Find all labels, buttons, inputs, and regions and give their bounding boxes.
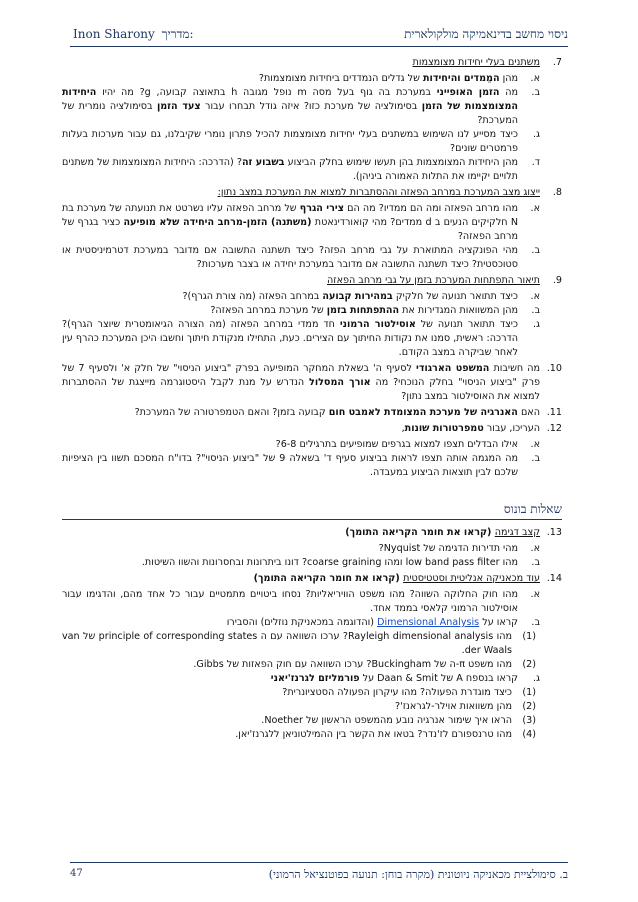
text: מהי הפונקציה המתוארת על גבי מרחב הפזה? כיצד תשתנה התשובה אם מדובר במערכת דטרמיניסטית או סטוכסטית? כיצד תשתנה התשובה אם מדובר במערכת יחידה או בצבר מערכות?	[62, 245, 518, 270]
sub-question-c	[62, 128, 540, 156]
bold-term: הזמן האופייני	[436, 87, 500, 98]
sub-label: (1)	[522, 687, 536, 698]
text: מהו משפט π-ה של	[431, 659, 512, 670]
header-guide	[70, 27, 194, 42]
sub-item-c4	[62, 728, 540, 742]
question-13-parts	[62, 542, 562, 570]
sub-question-c	[62, 672, 540, 686]
question-10	[62, 362, 562, 404]
sub-label: א.	[530, 589, 540, 600]
sub-question-b	[62, 556, 540, 570]
question-number: 14.	[546, 573, 562, 584]
text: ? (הדרכה: היחידות המצומצמות של משתנים תלויים יקיימו את התלות האמורה ביניהן).	[62, 157, 518, 182]
text: קראו בנספח A של	[437, 673, 518, 684]
text: במערכת בה גוף בעל מסה m נופל מגובה h בתאוצה קבועה, g? מה יהיו	[96, 87, 437, 98]
sub-question-b	[62, 86, 540, 128]
sub-label: (2)	[522, 701, 536, 712]
sub-question-b	[62, 304, 540, 318]
bonus-section-title: שאלות בונוס	[62, 502, 562, 520]
text: כיצד מוגדרת הפעולה? מהו עיקרון הפעולה הסטציונרית?	[282, 687, 512, 698]
sub-question-a	[62, 438, 540, 452]
sub-question-a	[62, 72, 540, 86]
question-number: 8.	[552, 187, 562, 198]
text: כציר בגרף של מרחב הפאזה?	[62, 217, 518, 242]
sub-label: ב.	[531, 557, 540, 568]
guide-label: מדריך:	[161, 27, 194, 41]
sub-label: א.	[530, 73, 540, 84]
question-12-parts	[62, 438, 562, 480]
question-7	[62, 56, 562, 70]
sub-item-b2	[62, 658, 540, 672]
sub-question-b	[62, 616, 540, 630]
text: ,	[401, 423, 405, 434]
text: מה המגמה אותה תצפו לראות בביצוע סעיף ד' בשאלה 9 של "ביצוע הניסוי"? בדו"ח המסכם תשוו בין הציפיות שלכם לבין תוצאות הביצוע במעבדה.	[62, 453, 518, 478]
bold-term: אורך המסלול	[309, 377, 371, 388]
sub-label: ב.	[531, 617, 540, 628]
dimensional-analysis-link[interactable]: Dimensional Analysis	[377, 617, 480, 628]
english-term: Daan & Smit	[377, 673, 438, 684]
bold-term: אוסילטור הרמוני	[339, 319, 416, 330]
text: מהן משוואות אוילר-לגראנז'?	[395, 701, 512, 712]
question-number: 7.	[552, 57, 562, 68]
question-title: תיאור התפתחות המערכת בזמן על גבי מרחב הפאזה	[327, 275, 540, 286]
text: בסימולציה נומרית של המערכת?	[62, 101, 518, 126]
sub-label: ג.	[532, 673, 540, 684]
text: מהו טרנספורם לז'נדר? בטאו את הקשר בין ההמילטוניאן ללגרנז'יאן.	[235, 729, 512, 740]
text: מהו חוק החלוקה השווה? מהו משפט הוויריאליות? נסחו ביטויים מתמטיים עבור כל אחד מהם, והדגימו עבור אוסילטור הרמוני קלאסי בממד אחד.	[62, 589, 518, 614]
sub-item-c3	[62, 714, 540, 728]
question-title: ייצוג מצב המערכת במרחב הפאזה וההסתברות למצוא את המערכת במצב נתון:	[217, 187, 540, 198]
text: לסעיף ה' בשאלת המחקר המופיעה בפרק "ביצוע הניסוי" של חלק א' ולסעיף 7 של פרק "ביצוע הניסוי" בחלק הנוכחי? מה	[62, 363, 540, 388]
text: אילו הבדלים תצפו למצוא בגרפים שמופיעים בתרגילים 6-8?	[275, 439, 518, 450]
sub-label: (3)	[522, 715, 536, 726]
question-title-note: (קראו את חומר הקריאה התומך)	[345, 527, 495, 538]
question-title: משתנים בעלי יחידות מצומצמות	[412, 57, 540, 68]
sub-question-d	[62, 156, 540, 184]
question-13	[62, 526, 562, 540]
question-number: 9.	[552, 275, 562, 286]
document-body	[62, 56, 562, 744]
sub-label: א.	[530, 291, 540, 302]
sub-question-c	[62, 318, 540, 360]
text: מה	[499, 87, 518, 98]
sub-question-a	[62, 202, 540, 244]
question-14-parts	[62, 588, 562, 742]
question-number: 12.	[546, 423, 562, 434]
english-term: Gibbs	[196, 659, 224, 670]
sub-label: א.	[530, 439, 540, 450]
sub-label: (4)	[522, 729, 536, 740]
bold-term: פורמליזם לגרנז'יאני	[270, 673, 360, 684]
text: ? ערכו השוואה עם ה	[257, 631, 348, 642]
text: מהו מרחב הפאזה ומה הם ממדיו? מה הם	[344, 203, 519, 214]
question-number: 13.	[546, 527, 562, 538]
bold-term: היחידות המצומצמות של הזמן	[62, 87, 518, 112]
text: של	[79, 631, 99, 642]
text: במרחב הפאזה (מה צורת הגרף)?	[182, 291, 323, 302]
text: קבועה בזמן? והאם הטמפרטורה של המערכת?	[134, 407, 329, 418]
bold-term: (משתנה) הזמן-מרחב היחידה שלא מופיעה	[123, 217, 312, 228]
english-term: Rayleigh dimensional analysis	[347, 631, 494, 642]
english-term: principle of corresponding states	[98, 631, 258, 642]
text: ?	[378, 543, 384, 554]
sub-label: ב.	[531, 305, 540, 316]
sub-question-a	[62, 588, 540, 616]
header-title: ניסוי מחשב בדינאמיקה מולקולארית	[404, 27, 568, 41]
question-number: 10.	[546, 363, 562, 374]
sub-question-b	[62, 452, 540, 480]
text: של מערכת במרחב הפאזה?	[210, 305, 327, 316]
text: האם	[517, 407, 540, 418]
text: של מרחב הפאזה עליו נשרטט את תנועתה של מערכת בת N חלקיקים הנעים ב d ממדים? מהי קואורדינאטת	[62, 203, 519, 228]
text: כיצד מסייע לנו השימוש במשתנים בעלי יחידות מצומצמות להכיל פתרון נומרי שקיבלנו, גם עבור מערכות בעלות פרמטרים שונים?	[62, 129, 518, 154]
sub-label: ג.	[532, 129, 540, 140]
text: מהו	[499, 557, 518, 568]
sub-label: ד.	[531, 157, 540, 168]
question-title: קצב דגימה	[494, 527, 540, 538]
question-9	[62, 274, 562, 288]
text: מהן היחידות המצומצמות בהן תעשו שימוש בחלק הביצוע	[284, 157, 518, 168]
sub-label: א.	[530, 203, 540, 214]
sub-question-b	[62, 244, 540, 272]
text: העריכו, עבור	[483, 423, 540, 434]
sub-label: (2)	[522, 659, 536, 670]
question-7-parts	[62, 72, 562, 184]
text: מה חשיבות	[489, 363, 540, 374]
question-9-parts	[62, 290, 562, 360]
bold-term: צירי הגרף	[299, 203, 344, 214]
bold-term: ההתפתחות בזמן	[326, 305, 400, 316]
sub-label: ג.	[532, 319, 540, 330]
bold-term: המֵמדים והיחידות	[422, 73, 500, 84]
question-11	[62, 406, 562, 420]
sub-item-c2	[62, 700, 540, 714]
english-term: Buckingham	[371, 659, 432, 670]
question-number: 11.	[546, 407, 562, 418]
text: הראו איך שימור אנרגיה נובע מהמשפט הראשון של	[302, 715, 512, 726]
sub-label: (1)	[522, 631, 536, 642]
english-term: coarse graining	[307, 557, 382, 568]
bold-term: צעד הזמן	[156, 101, 201, 112]
bold-term: במהירות קבועה	[322, 291, 393, 302]
bold-term: טמפרטורות שונות	[404, 423, 484, 434]
sub-label: א.	[530, 543, 540, 554]
text: מהן	[499, 73, 518, 84]
english-term: low band pass filter	[405, 557, 500, 568]
english-term: Noether	[264, 715, 303, 726]
text: על	[359, 673, 378, 684]
text: מהי תדירות הדגימה של	[420, 543, 518, 554]
question-8-parts	[62, 202, 562, 272]
page-footer	[70, 862, 568, 883]
sub-item-c1	[62, 686, 540, 700]
sub-question-a	[62, 542, 540, 556]
text: הנדרש על מנת לקבל היסטוגרמה מייצגת של ההסתברות למצוא את האוסילטור במצב נתון?	[62, 377, 540, 402]
text: .	[461, 645, 465, 656]
bold-term: האנרגיה של מערכת המצומדת לאמבט חום	[328, 407, 518, 418]
text: בסימולציה של מערכת כזו? איזה גודל תבחרו עבור	[200, 101, 422, 112]
footer-title: ב. סימולציית מכאניקה ניוטונית (מקרה בוחן: תנועה בפוטנציאל הרמוני)	[268, 868, 568, 881]
page-header	[70, 24, 568, 47]
question-12	[62, 422, 562, 436]
text: כיצד תתואר תנועה של חלקיק	[392, 291, 518, 302]
text: מהו	[493, 631, 512, 642]
text: ? ערכו השוואה עם חוק הפאזות של	[223, 659, 372, 670]
text: מהן המשוואות המגדירות את	[399, 305, 518, 316]
question-8	[62, 186, 562, 200]
bold-term: בשבוע זה	[241, 157, 285, 168]
text: (והדוגמה במכאניקת נוזלים) והסבירו	[226, 617, 378, 628]
text: כיצד תתואר תנועה של	[415, 319, 518, 330]
guide-name: Inon Sharony	[73, 27, 155, 41]
text: .	[193, 659, 197, 670]
text: .	[261, 715, 265, 726]
text: חד ממדי במרחב הפאזה (מה הצורה הגיאומטרית שיוצר הגרף)? הדרכה: ראשית, סמנו את נקודות החיתוך עם הצירים. כעת, התחילו מנקודת חיתוך וחשבו היכן המערכת כהרף עין לאחר שביקרה במצב הקודם.	[62, 319, 518, 358]
text: של גדלים הנמדדים ביחידות מצומצמות?	[258, 73, 423, 84]
sub-question-a	[62, 290, 540, 304]
page-number: 47	[70, 868, 83, 879]
question-14	[62, 572, 562, 586]
english-term: van der Waals	[62, 631, 512, 656]
text: ? דונו ביתרונות ובחסרונות והשוו השיטות.	[141, 557, 308, 568]
question-title: עוד מכאניקה אנליטית וסטטיסטית	[403, 573, 540, 584]
sub-label: ב.	[531, 245, 540, 256]
bold-term: המשפט הארגודי	[416, 363, 490, 374]
sub-label: ב.	[531, 453, 540, 464]
text: קראו על	[479, 617, 518, 628]
sub-item-b1	[62, 630, 540, 658]
english-term: Nyquist	[383, 543, 421, 554]
text: ומהו	[381, 557, 406, 568]
question-title-note: (קראו את חומר הקריאה התומך)	[253, 573, 404, 584]
sub-label: ב.	[531, 87, 540, 98]
